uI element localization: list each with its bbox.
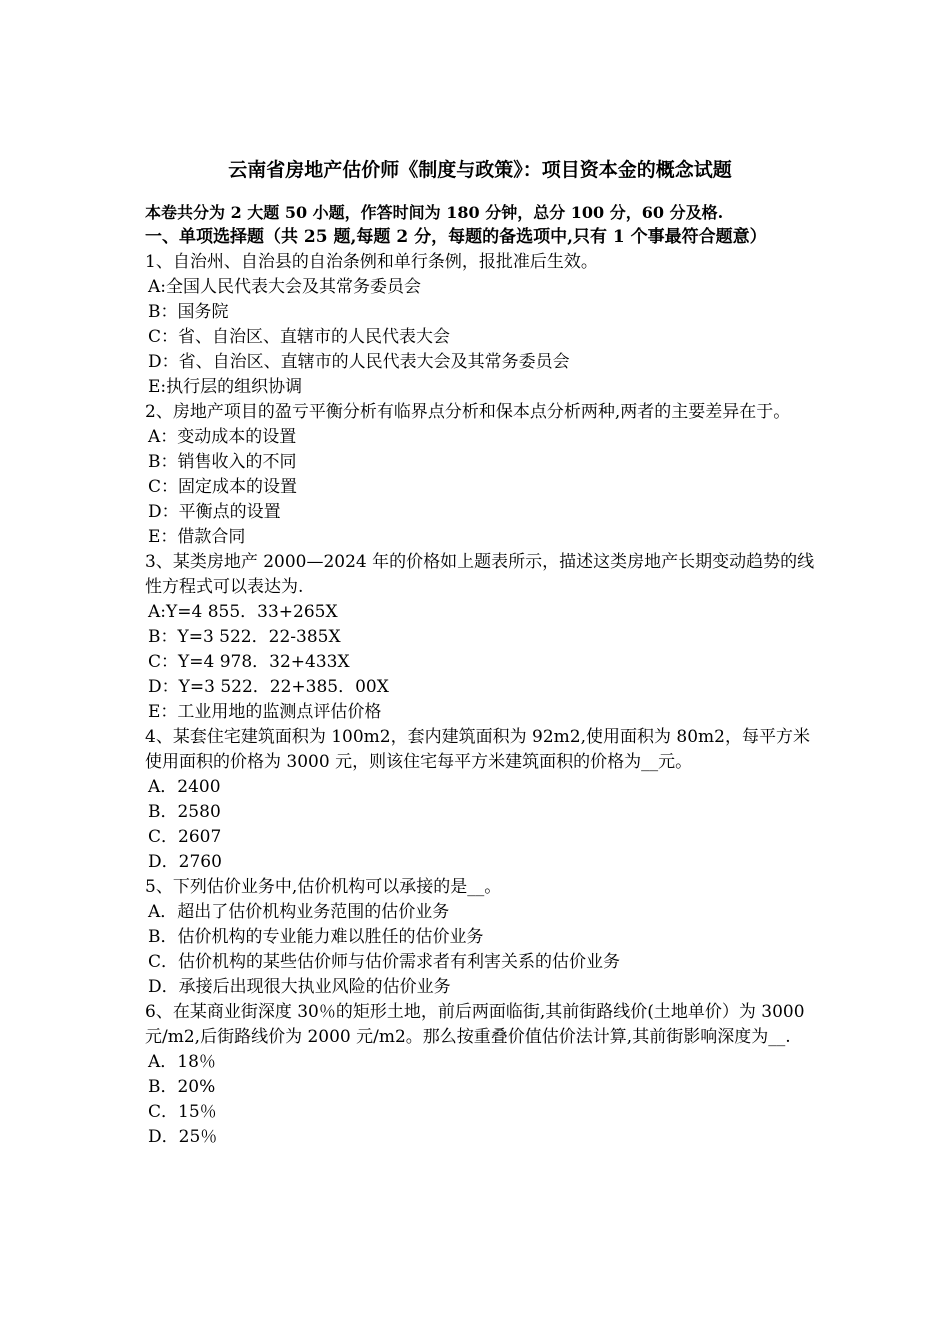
question-6-option: D．25％ xyxy=(148,1127,218,1147)
question-4-option: A．2400 xyxy=(148,777,221,797)
section-heading: 一、单项选择题（共 25 题,每题 2 分，每题的备选项中,只有 1 个事最符合题意） xyxy=(145,227,767,247)
question-1-option: E:执行层的组织协调 xyxy=(148,377,303,397)
question-6-option: A．18％ xyxy=(148,1052,216,1072)
document-title: 云南省房地产估价师《制度与政策》：项目资本金的概念试题 xyxy=(228,159,732,181)
question-1: 1、自治州、自治县的自治条例和单行条例，报批准后生效。 xyxy=(145,252,598,272)
question-2: 2、房地产项目的盈亏平衡分析有临界点分析和保本点分析两种,两者的主要差异在于。 xyxy=(145,402,791,422)
question-2-option: D：平衡点的设置 xyxy=(148,502,281,522)
question-5: 5、下列估价业务中,估价机构可以承接的是__。 xyxy=(145,877,502,897)
question-1-option: D：省、自治区、直辖市的人民代表大会及其常务委员会 xyxy=(148,352,570,372)
question-2-option: E：借款合同 xyxy=(148,527,246,547)
question-2-option: A：变动成本的设置 xyxy=(148,427,297,447)
question-3-option: D：Y=3 522．22+385．00X xyxy=(148,677,389,697)
question-6-option: B．20% xyxy=(148,1077,216,1097)
question-6-option: C．15％ xyxy=(148,1102,217,1122)
question-5-option: A．超出了估价机构业务范围的估价业务 xyxy=(148,902,450,922)
question-1-option: B：国务院 xyxy=(148,302,229,322)
question-4: 4、某套住宅建筑面积为 100m2，套内建筑面积为 92m2,使用面积为 80m2，每平方米使用面积的价格为 3000 元，则该住宅每平方米建筑面积的价格为__元。 xyxy=(145,727,810,772)
exam-intro: 本卷共分为 2 大题 50 小题，作答时间为 180 分钟，总分 100 分，60 分及格. xyxy=(145,203,724,222)
question-2-option: C：固定成本的设置 xyxy=(148,477,298,497)
question-5-option: D．承接后出现很大执业风险的估价业务 xyxy=(148,977,451,997)
question-4-option: D．2760 xyxy=(148,852,222,872)
question-3-option: A:Y=4 855．33+265X xyxy=(148,602,338,622)
question-list xyxy=(145,250,815,1150)
question-3-option: B：Y=3 522．22-385X xyxy=(148,627,341,647)
question-4-option: C．2607 xyxy=(148,827,222,847)
question-2-option: B：销售收入的不同 xyxy=(148,452,297,472)
question-5-option: C．估价机构的某些估价师与估价需求者有利害关系的估价业务 xyxy=(148,952,621,972)
question-4-option: B．2580 xyxy=(148,802,221,822)
question-3-option: E：工业用地的监测点评估价格 xyxy=(148,702,382,722)
question-1-option: A:全国人民代表大会及其常务委员会 xyxy=(148,277,422,297)
question-1-option: C：省、自治区、直辖市的人民代表大会 xyxy=(148,327,451,347)
document-page xyxy=(145,156,815,1150)
question-3-option: C：Y=4 978．32+433X xyxy=(148,652,350,672)
question-3: 3、某类房地产 2000—2024 年的价格如上题表所示，描述这类房地产长期变动趋势的线性方程式可以表达为. xyxy=(145,552,815,597)
question-5-option: B．估价机构的专业能力难以胜任的估价业务 xyxy=(148,927,484,947)
question-6: 6、在某商业街深度 30％的矩形土地，前后两面临街,其前街路线价(土地单价）为 3000 元/m2,后街路线价为 2000 元/m2。那么按重叠价值估价法计算,其前街影响深度为__. xyxy=(145,1002,805,1047)
